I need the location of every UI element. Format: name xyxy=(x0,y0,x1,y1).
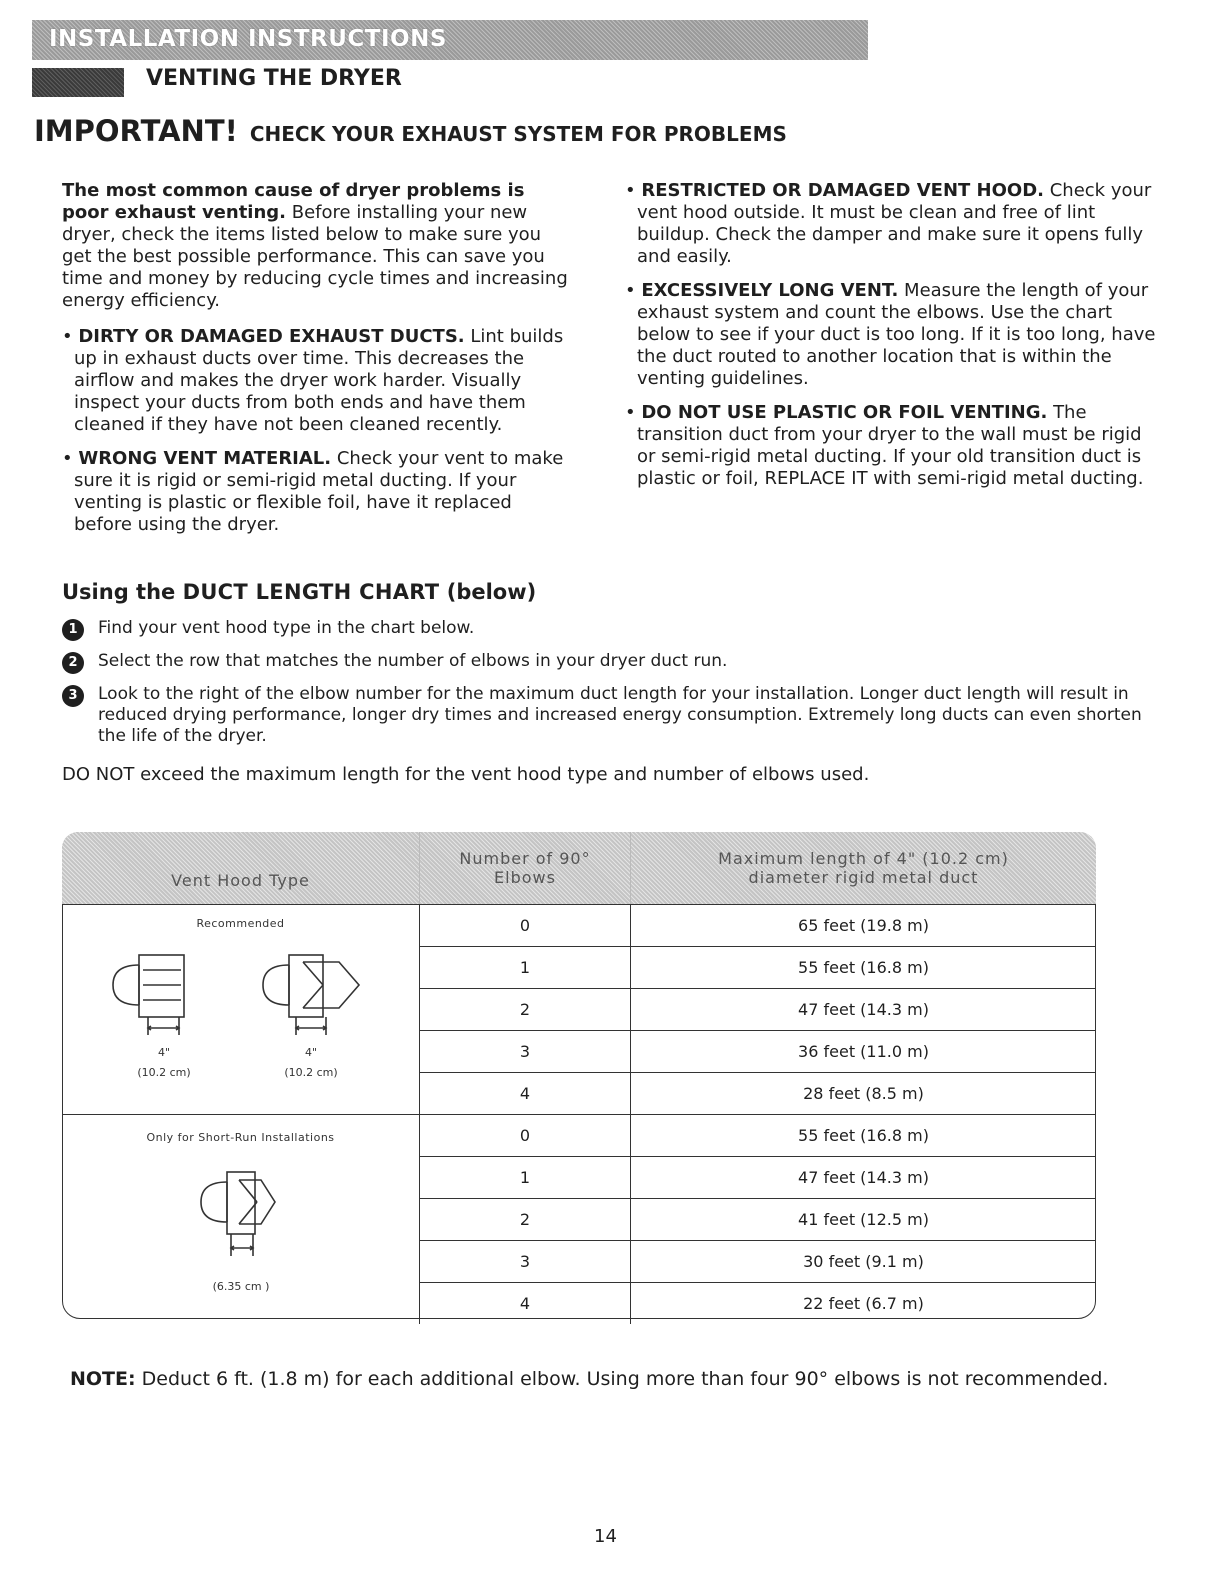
header-text: Elbows xyxy=(494,868,556,887)
dim-inch-label: 4" xyxy=(304,1046,317,1059)
header-max-length xyxy=(631,832,1097,905)
length-cell: 55 feet (16.8 m) xyxy=(631,1115,1097,1157)
left-column xyxy=(62,180,572,548)
elbows-cell: 2 xyxy=(420,989,631,1031)
bullet-title: WRONG VENT MATERIAL. xyxy=(78,448,332,469)
important-heading xyxy=(34,114,787,148)
dim-inch-label: 4" xyxy=(157,1046,170,1059)
header-text: Vent Hood Type xyxy=(171,870,310,890)
header-text: diameter rigid metal duct xyxy=(748,868,979,887)
right-column xyxy=(625,180,1165,502)
group-label: Recommended xyxy=(196,917,285,930)
group-label: Only for Short-Run Installations xyxy=(146,1131,335,1144)
elbows-cell: 4 xyxy=(420,1073,631,1115)
step-2 xyxy=(62,651,1172,672)
step-number: 1 xyxy=(62,619,84,641)
dim-cm-label: (6.35 cm ) xyxy=(212,1280,269,1293)
step-3 xyxy=(62,684,1172,747)
elbows-cell: 0 xyxy=(420,1115,631,1157)
header-text: Maximum length of 4" (10.2 cm) xyxy=(718,849,1009,868)
length-cell: 47 feet (14.3 m) xyxy=(631,1157,1097,1199)
bullet-text: Check your vent to make sure it is rigid or semi-rigid metal ducting. If your venting is plastic or flexible foil, have it replaced before using the dryer. xyxy=(74,448,564,535)
length-cell: 36 feet (11.0 m) xyxy=(631,1031,1097,1073)
elbows-cell: 1 xyxy=(420,947,631,989)
heading-suffix: (below) xyxy=(446,580,537,604)
duct-length-table xyxy=(62,832,1096,1324)
heading-prefix: Using the xyxy=(62,580,176,604)
bullet-text: Check your vent hood outside. It must be clean and free of lint buildup. Check the damper and make sure it opens fully and easily. xyxy=(637,180,1152,267)
recommended-vent-hoods-illustration xyxy=(91,940,391,1090)
elbows-cell: 3 xyxy=(420,1031,631,1073)
dim-cm-label: (10.2 cm) xyxy=(283,1066,338,1079)
elbows-cell: 4 xyxy=(420,1283,631,1325)
bullet-wrong-material: • WRONG VENT MATERIAL. Check your vent to make sure it is rigid or semi-rigid metal ducting. If your venting is plastic or flexible foil, have it replaced before using the dryer. xyxy=(62,448,564,535)
length-cell: 30 feet (9.1 m) xyxy=(631,1241,1097,1283)
vent-hood-recommended xyxy=(62,905,420,1115)
bullet-title: EXCESSIVELY LONG VENT. xyxy=(641,280,899,301)
header-elbows xyxy=(420,832,631,905)
important-word: IMPORTANT! xyxy=(34,114,238,148)
step-number: 2 xyxy=(62,652,84,674)
step-text: Find your vent hood type in the chart below. xyxy=(98,618,475,638)
header-text: Number of 90° xyxy=(459,849,591,868)
length-cell: 55 feet (16.8 m) xyxy=(631,947,1097,989)
box-vent-hood-icon xyxy=(113,955,184,1035)
elbows-cell: 1 xyxy=(420,1157,631,1199)
note-label: NOTE: xyxy=(70,1368,136,1390)
elbows-cell: 3 xyxy=(420,1241,631,1283)
length-cell: 65 feet (19.8 m) xyxy=(631,905,1097,947)
heading-caps: DUCT LENGTH CHART xyxy=(182,580,440,604)
elbows-cell: 2 xyxy=(420,1199,631,1241)
bullet-long-vent: • EXCESSIVELY LONG VENT. Measure the length of your exhaust system and count the elbows. Use the chart below to see if your duct is too long. If it is too long, have the duct routed to another location that is within the venting guidelines. xyxy=(625,280,1156,389)
elbows-cell: 0 xyxy=(420,905,631,947)
chart-heading xyxy=(62,580,536,604)
section-marker xyxy=(32,68,124,97)
page-number: 14 xyxy=(594,1526,617,1547)
bullet-no-plastic: • DO NOT USE PLASTIC OR FOIL VENTING. The transition duct from your dryer to the wall must be rigid or semi-rigid metal ducting. If your old transition duct is plastic or foil, REPLACE IT with semi-rigid metal ducting. xyxy=(625,402,1144,489)
length-cell: 28 feet (8.5 m) xyxy=(631,1073,1097,1115)
table-row xyxy=(62,1115,1096,1157)
bullet-vent-hood: • RESTRICTED OR DAMAGED VENT HOOD. Check your vent hood outside. It must be clean and free of lint buildup. Check the damper and make sure it opens fully and easily. xyxy=(625,180,1152,267)
bullet-text: The transition duct from your dryer to the wall must be rigid or semi-rigid metal ducting. If your old transition duct is plastic or foil, REPLACE IT with semi-rigid metal ducting. xyxy=(637,402,1144,489)
intro-bold: The most common cause of dryer problems is poor exhaust venting. xyxy=(62,180,525,223)
note-text: Deduct 6 ft. (1.8 m) for each additional elbow. Using more than four 90° elbows is not recommended. xyxy=(141,1368,1109,1390)
table-row xyxy=(62,905,1096,947)
short-run-vent-hood-icon xyxy=(201,1172,275,1256)
bullet-title: DIRTY OR DAMAGED EXHAUST DUCTS. xyxy=(78,326,465,347)
length-cell: 47 feet (14.3 m) xyxy=(631,989,1097,1031)
bullet-title: RESTRICTED OR DAMAGED VENT HOOD. xyxy=(641,180,1044,201)
section-title: VENTING THE DRYER xyxy=(146,66,402,91)
length-cell: 22 feet (6.7 m) xyxy=(803,1294,924,1313)
bullet-dirty-ducts: • DIRTY OR DAMAGED EXHAUST DUCTS. Lint builds up in exhaust ducts over time. This decreases the airflow and makes the dryer work harder. Visually inspect your ducts from both ends and have them cleaned if they have not been cleaned recently. xyxy=(62,326,564,435)
bullet-title: DO NOT USE PLASTIC OR FOIL VENTING. xyxy=(641,402,1048,423)
vent-hood-short-run xyxy=(62,1115,420,1325)
intro-paragraph xyxy=(62,180,572,312)
header-vent-hood-type xyxy=(62,832,420,905)
bullet-text: Measure the length of your exhaust system and count the elbows. Use the chart below to see if your duct is too long. If it is too long, have the duct routed to another location that is within the venting guidelines. xyxy=(637,280,1156,389)
step-text: Look to the right of the elbow number for the maximum duct length for your installation. Longer duct length will result in reduced drying performance, longer dry times and increased energy consumption. Extremely long ducts can even shorten the life of the dryer. xyxy=(98,684,1142,746)
step-number: 3 xyxy=(62,685,84,707)
bullet-text: Lint builds up in exhaust ducts over time. This decreases the airflow and makes the dryer work harder. Visually inspect your ducts from both ends and have them cleaned if they have not been cleaned recently. xyxy=(74,326,564,435)
angled-vent-hood-icon xyxy=(263,955,359,1035)
max-length-warning: DO NOT exceed the maximum length for the vent hood type and number of elbows used. xyxy=(62,764,870,785)
length-cell: 41 feet (12.5 m) xyxy=(631,1199,1097,1241)
note xyxy=(70,1368,1108,1390)
table-header-row xyxy=(62,832,1096,905)
short-run-vent-hood-illustration xyxy=(141,1154,341,1304)
intro-text: Before installing your new dryer, check the items listed below to make sure you get the best possible performance. This can save you time and money by reducing cycle times and increasing energy efficiency. xyxy=(62,202,568,311)
important-subtitle: CHECK YOUR EXHAUST SYSTEM FOR PROBLEMS xyxy=(249,122,787,146)
step-1 xyxy=(62,618,1172,639)
dim-cm-label: (10.2 cm) xyxy=(136,1066,191,1079)
section-banner: INSTALLATION INSTRUCTIONS xyxy=(32,20,868,60)
step-text: Select the row that matches the number of elbows in your dryer duct run. xyxy=(98,651,728,671)
